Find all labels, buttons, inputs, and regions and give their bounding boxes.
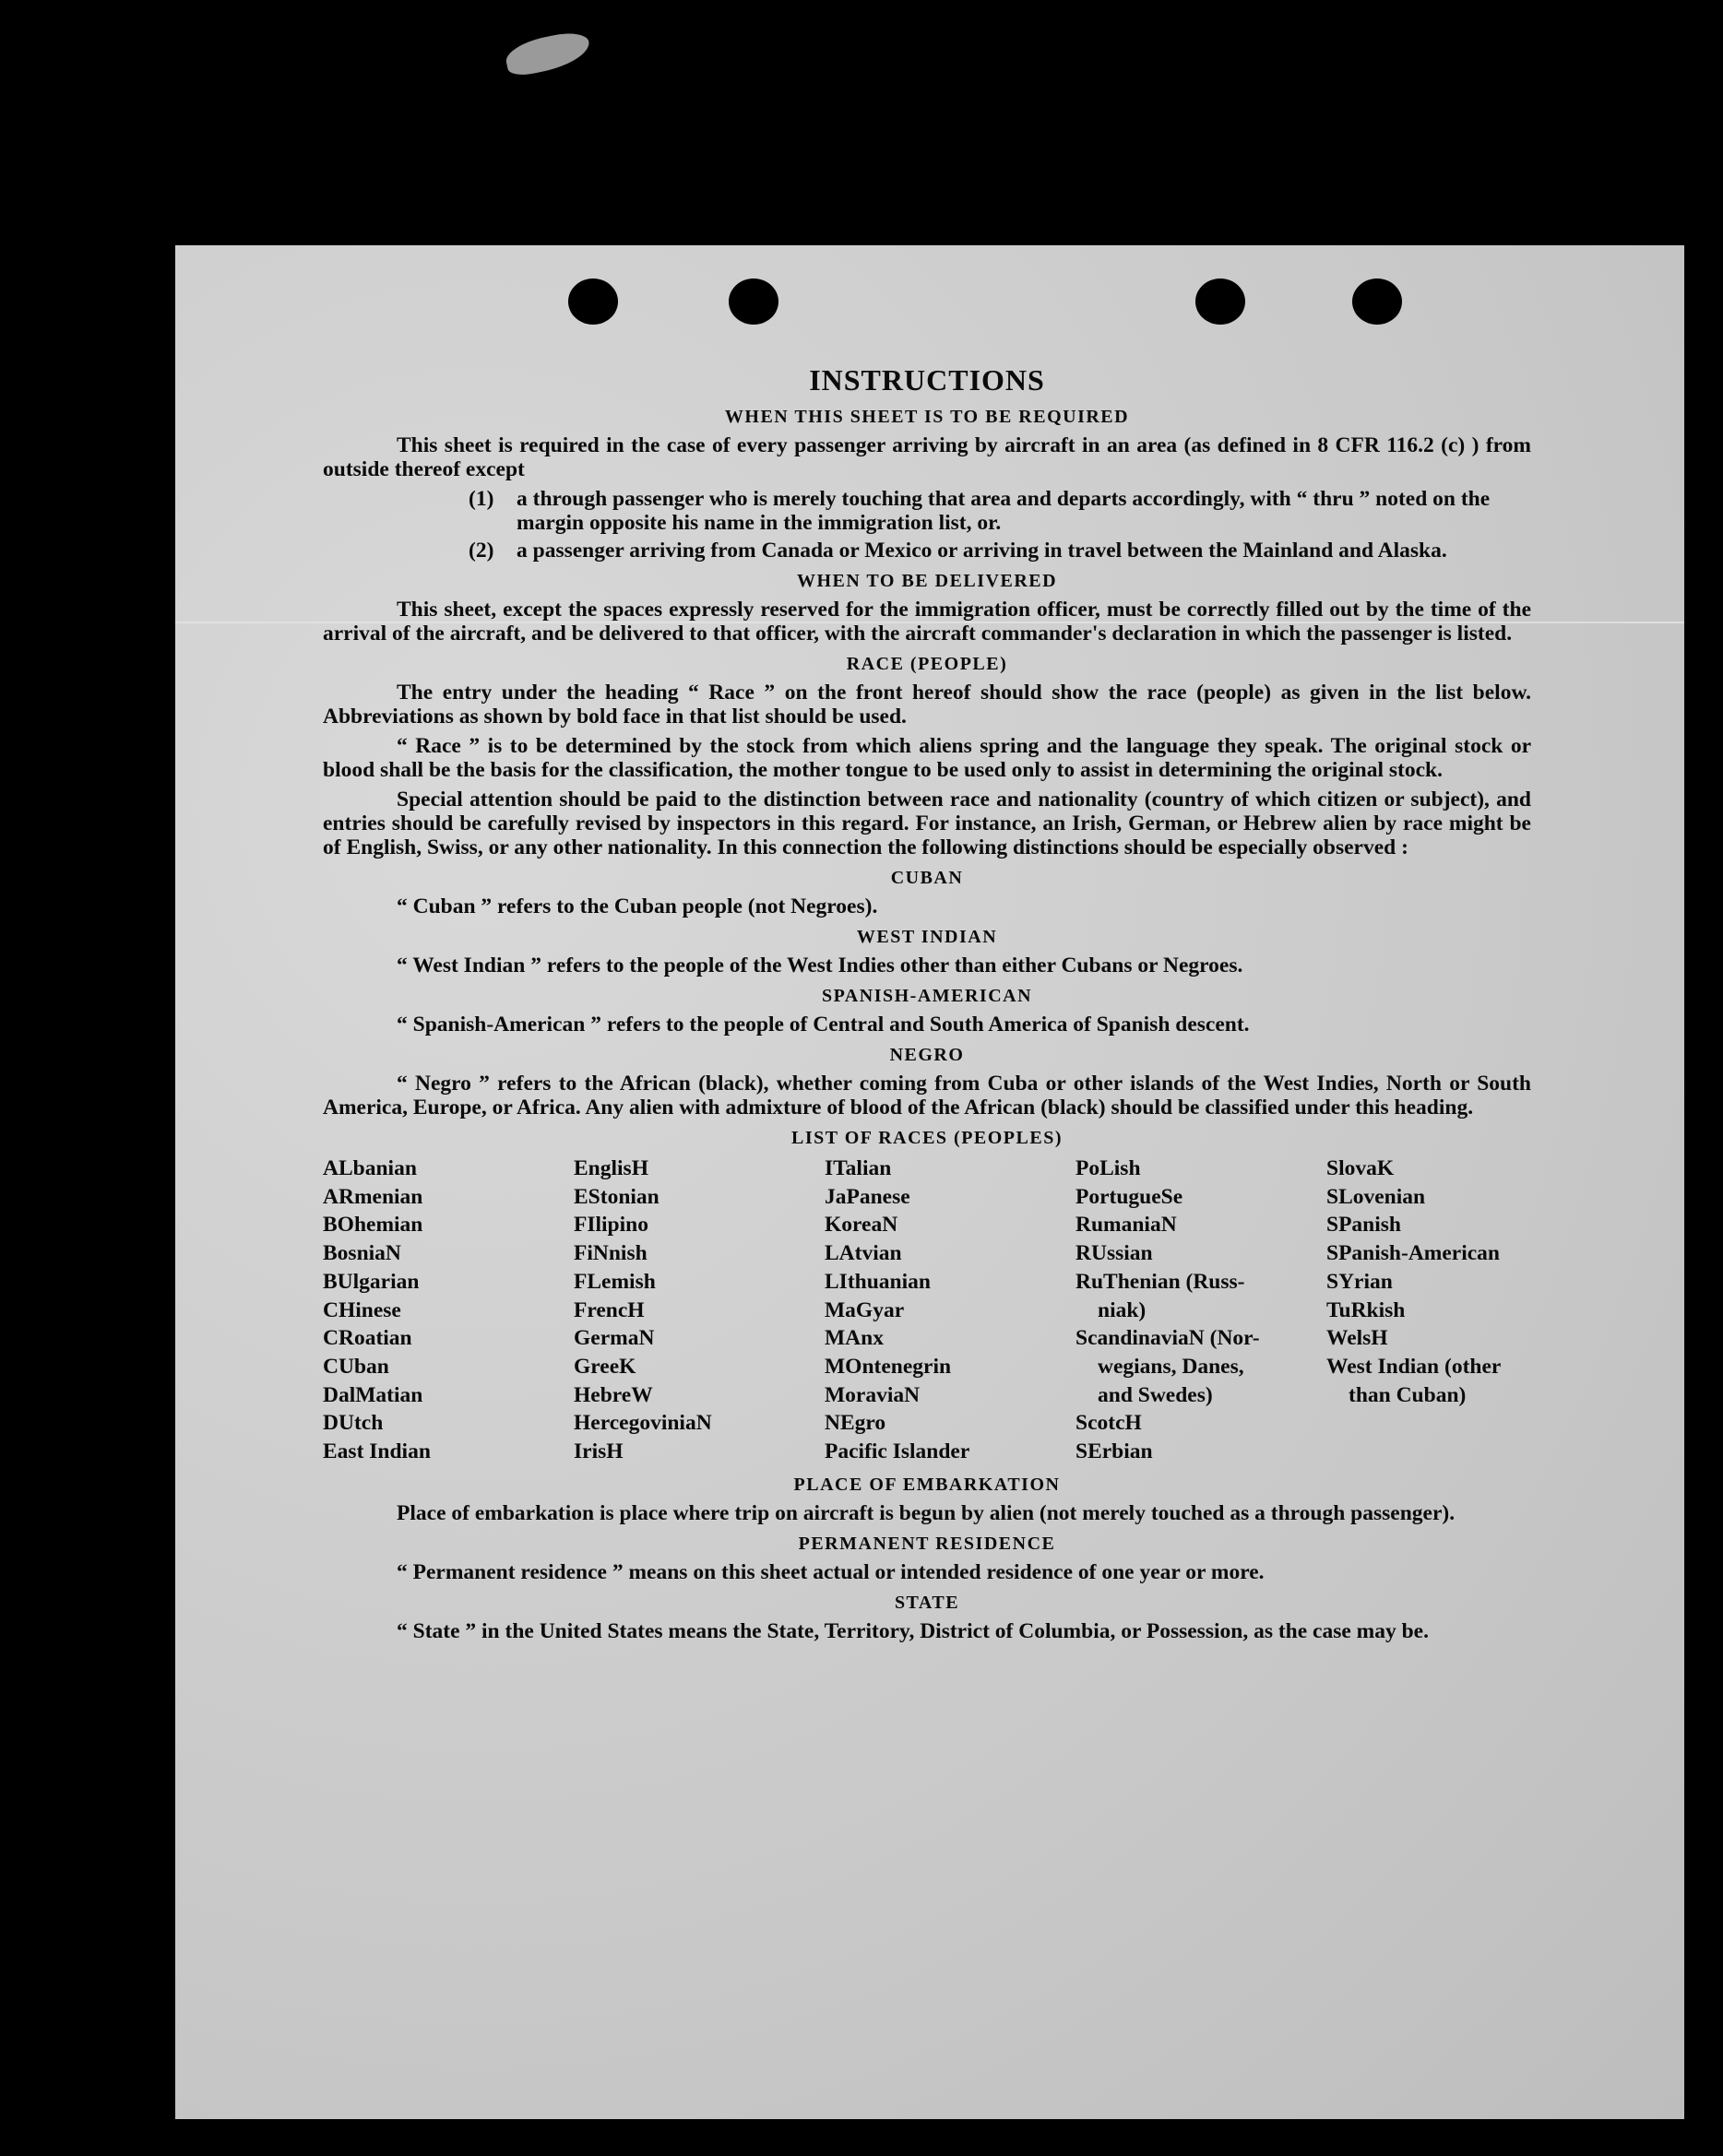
instructions-body — [323, 363, 1531, 1649]
race-cell: DUtch — [323, 1411, 384, 1436]
paragraph: This sheet is required in the case of every passenger arriving by aircraft in an area (as defined in 8 CFR 116.2 (c) ) from outside thereof except — [323, 433, 1531, 481]
race-cell: MaGyar — [825, 1297, 905, 1322]
section-heading: WHEN THIS SHEET IS TO BE REQUIRED — [724, 407, 1130, 427]
race-cell: ITalian — [825, 1156, 892, 1180]
list-item — [323, 539, 1531, 563]
race-cell: DalMatian — [323, 1382, 423, 1407]
paragraph: “ State ” in the United States means the State, Territory, District of Columbia, or Possession, as the case may be. — [397, 1618, 1429, 1643]
punch-hole — [568, 278, 618, 325]
race-cell: CUban — [323, 1354, 389, 1379]
race-cell: niak) — [1098, 1297, 1147, 1322]
race-cell: EStonian — [574, 1184, 659, 1209]
races-table — [323, 1155, 1531, 1466]
race-cell: MoraviaN — [825, 1382, 921, 1407]
section-heading: PERMANENT RESIDENCE — [798, 1533, 1056, 1554]
race-cell — [1326, 1409, 1531, 1438]
race-cell: ARmenian — [323, 1184, 423, 1209]
race-cell — [1326, 1438, 1531, 1466]
paragraph: “ Race ” is to be determined by the stock from which aliens spring and the language they speak. The original stock or blood shall be the basis for the classification, the mother tongue to be used only to assist in determining the original stock. — [323, 734, 1531, 782]
section-heading: STATE — [894, 1592, 960, 1613]
race-cell: SYrian — [1326, 1269, 1393, 1294]
punch-hole — [1352, 278, 1402, 325]
race-cell: FIlipino — [574, 1213, 648, 1238]
paragraph: This sheet, except the spaces expressly reserved for the immigration officer, must be correctly filled out by the time of the arrival of the aircraft, and be delivered to that officer, with the aircraft commander's declaration in which the passenger is listed. — [323, 598, 1531, 646]
race-cell: RumaniaN — [1075, 1213, 1177, 1238]
race-cell: ScotcH — [1075, 1411, 1142, 1436]
race-cell: PoLish — [1075, 1156, 1141, 1180]
race-cell: West Indian (other — [1326, 1354, 1502, 1379]
punch-hole — [1195, 278, 1245, 325]
section-heading: LIST OF RACES (PEOPLES) — [790, 1128, 1063, 1148]
race-cell: NEgro — [825, 1411, 886, 1436]
race-cell: FrencH — [574, 1297, 645, 1322]
paragraph: “ Permanent residence ” means on this sheet actual or intended residence of one year or more. — [397, 1559, 1265, 1584]
race-cell: CRoatian — [323, 1326, 412, 1351]
paragraph: “ Negro ” refers to the African (black), whether coming from Cuba or other islands of the West Indies, North or South America, Europe, or Africa. Any alien with admixture of blood of the African (black) should be classified under this heading. — [323, 1072, 1531, 1119]
race-cell: Pacific Islander — [825, 1439, 970, 1464]
race-cell: TuRkish — [1326, 1297, 1406, 1322]
item-text: a through passenger who is merely touching that area and departs accordingly, with “ thru ” noted on the margin opposite his name in the immigration list, or. — [517, 487, 1491, 535]
section-heading: SPANISH-AMERICAN — [821, 986, 1033, 1006]
item-text: a passenger arriving from Canada or Mexico or arriving in travel between the Mainland and Alaska. — [517, 539, 1447, 563]
race-cell: FiNnish — [574, 1241, 648, 1266]
race-cell: FLemish — [574, 1269, 656, 1294]
section-heading: CUBAN — [890, 868, 964, 888]
document-sheet — [175, 245, 1684, 2119]
item-number: (2) — [469, 539, 494, 563]
section-heading: WHEN TO BE DELIVERED — [796, 571, 1058, 591]
section-heading: RACE (PEOPLE) — [846, 654, 1008, 674]
race-cell: HercegoviniaN — [574, 1411, 712, 1436]
race-cell: MAnx — [825, 1326, 884, 1351]
race-cell: SErbian — [1075, 1439, 1153, 1464]
race-cell: CHinese — [323, 1297, 401, 1322]
race-cell: EnglisH — [574, 1156, 648, 1180]
race-cell: LAtvian — [825, 1241, 902, 1266]
race-cell: MOntenegrin — [825, 1354, 952, 1379]
race-cell: SPanish — [1326, 1213, 1401, 1238]
paragraph: The entry under the heading “ Race ” on the front hereof should show the race (people) as given in the list below. Abbreviations as shown by bold face in that list should be used. — [323, 681, 1531, 729]
race-cell: JaPanese — [825, 1184, 910, 1209]
section-heading: PLACE OF EMBARKATION — [793, 1474, 1061, 1495]
race-cell: WelsH — [1326, 1326, 1388, 1351]
race-cell: RUssian — [1075, 1241, 1153, 1266]
race-cell: BosniaN — [323, 1241, 401, 1266]
section-heading: WEST INDIAN — [856, 927, 998, 947]
paragraph: “ Cuban ” refers to the Cuban people (not Negroes). — [397, 894, 878, 918]
race-cell: GermaN — [574, 1326, 655, 1351]
paragraph: Special attention should be paid to the distinction between race and nationality (country of which citizen or subject), and entries should be carefully revised by inspectors in this regard. For instance, an Irish, German, or Hebrew alien by race might be of English, Swiss, or any other nationality. In this connection the following distinctions should be especially observed : — [323, 788, 1531, 859]
race-cell: LIthuanian — [825, 1269, 931, 1294]
race-cell: RuThenian (Russ- — [1075, 1269, 1245, 1294]
race-cell: GreeK — [574, 1354, 636, 1379]
race-cell: KoreaN — [825, 1213, 898, 1238]
race-cell: SlovaK — [1326, 1156, 1395, 1180]
race-cell: BUlgarian — [323, 1269, 420, 1294]
race-cell: ALbanian — [323, 1156, 417, 1180]
page-title: INSTRUCTIONS — [809, 363, 1045, 397]
race-cell: ScandinaviaN (Nor- — [1075, 1326, 1260, 1351]
race-cell: wegians, Danes, — [1098, 1354, 1244, 1379]
race-cell: PortugueSe — [1075, 1184, 1183, 1209]
list-item — [323, 487, 1531, 535]
paragraph: “ West Indian ” refers to the people of the West Indies other than either Cubans or Negroes. — [397, 954, 1243, 977]
race-cell: BOhemian — [323, 1213, 423, 1238]
race-cell: HebreW — [574, 1382, 653, 1407]
race-cell: SLovenian — [1326, 1184, 1426, 1209]
race-cell: than Cuban) — [1349, 1382, 1467, 1407]
scan-speck — [503, 29, 592, 78]
item-number: (1) — [469, 487, 494, 511]
paragraph: “ Spanish-American ” refers to the people of Central and South America of Spanish descent. — [397, 1013, 1250, 1037]
race-cell: East Indian — [323, 1439, 431, 1464]
race-cell: SPanish-American — [1326, 1241, 1500, 1266]
race-cell: and Swedes) — [1098, 1382, 1213, 1407]
punch-hole — [729, 278, 778, 325]
paragraph: Place of embarkation is place where trip on aircraft is begun by alien (not merely touched as a through passenger). — [397, 1500, 1456, 1525]
race-cell: IrisH — [574, 1439, 624, 1464]
section-heading: NEGRO — [889, 1045, 965, 1065]
